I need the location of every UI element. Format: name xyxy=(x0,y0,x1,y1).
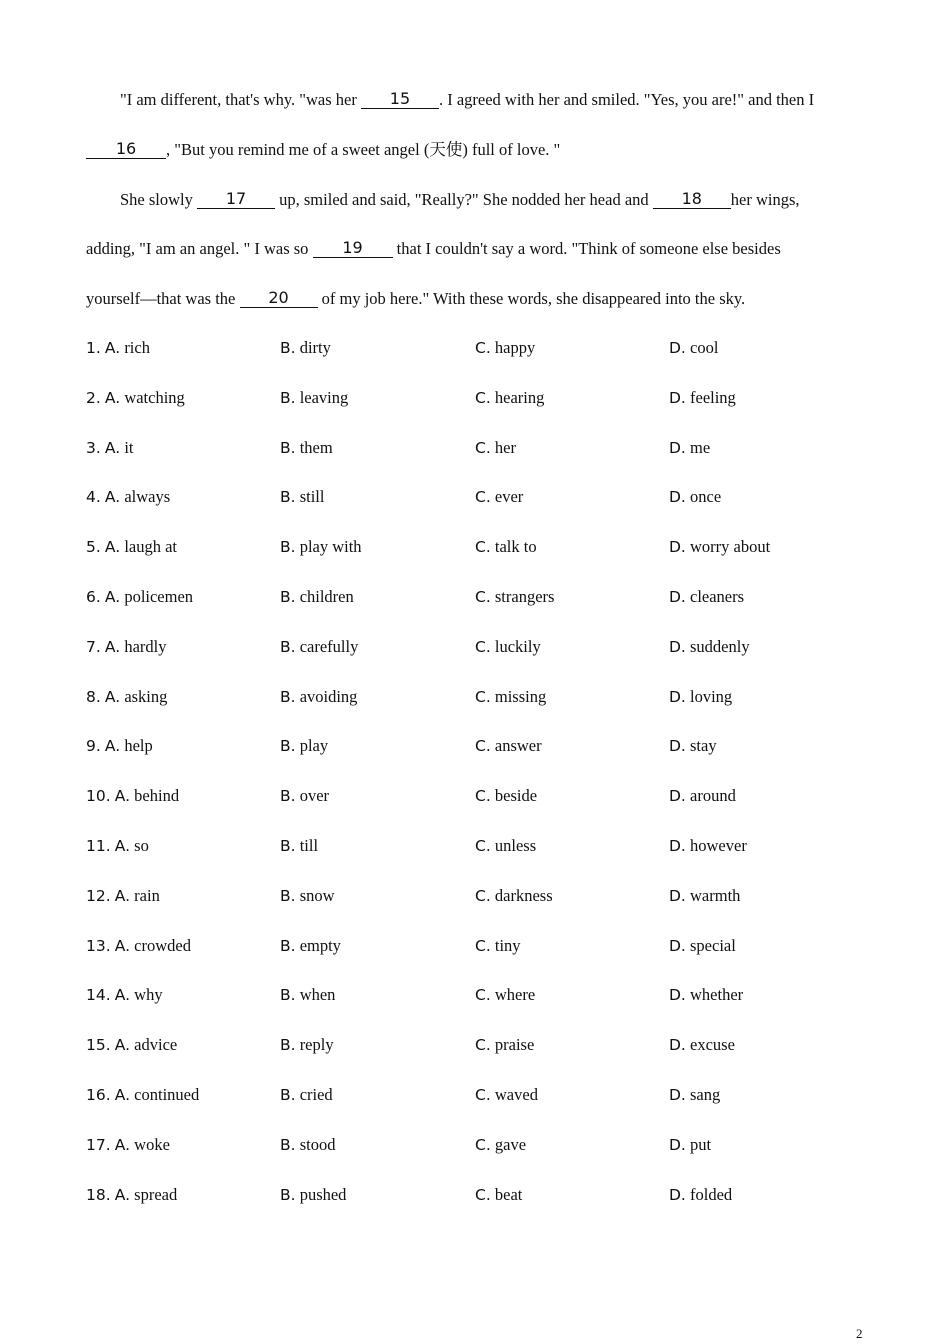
option-letter: C. xyxy=(475,687,491,706)
option-text: continued xyxy=(134,1084,200,1104)
question-row xyxy=(86,384,866,434)
option-letter: D. xyxy=(669,637,686,656)
option-letter: C. xyxy=(475,737,491,756)
passage-text: up, smiled and said, "Really?" She nodded her head and xyxy=(275,189,653,209)
question-row xyxy=(86,1081,866,1131)
option-a[interactable] xyxy=(86,483,170,511)
option-text: stood xyxy=(299,1134,336,1154)
option-a[interactable] xyxy=(86,832,149,860)
option-letter: A. xyxy=(114,1135,131,1154)
option-b[interactable] xyxy=(280,334,331,362)
option-text: darkness xyxy=(494,885,553,905)
option-letter: D. xyxy=(669,1085,686,1104)
option-d[interactable] xyxy=(669,384,736,412)
option-letter: B. xyxy=(280,836,296,855)
question-number: 15. xyxy=(86,1036,111,1055)
question-row xyxy=(86,882,866,932)
option-text: feeling xyxy=(690,387,736,407)
option-d[interactable] xyxy=(669,633,750,661)
option-a[interactable] xyxy=(86,434,133,462)
option-letter: C. xyxy=(475,388,491,407)
option-b[interactable] xyxy=(280,633,358,661)
option-d[interactable] xyxy=(669,533,770,561)
question-number: 11. xyxy=(86,836,111,855)
option-letter: B. xyxy=(280,438,296,457)
option-text: however xyxy=(690,835,747,855)
option-b[interactable] xyxy=(280,1081,333,1109)
option-b[interactable] xyxy=(280,683,357,711)
option-c[interactable] xyxy=(475,334,535,362)
option-letter: D. xyxy=(669,438,686,457)
question-row xyxy=(86,932,866,982)
question-row xyxy=(86,1131,866,1181)
option-a[interactable] xyxy=(86,882,160,910)
question-number: 2. xyxy=(86,388,101,407)
option-b[interactable] xyxy=(280,882,335,910)
option-text: warmth xyxy=(690,885,741,905)
passage-line-5 xyxy=(86,283,846,333)
question-row xyxy=(86,1181,866,1231)
option-a[interactable] xyxy=(86,1131,170,1159)
question-row xyxy=(86,732,866,782)
option-a[interactable] xyxy=(86,932,191,960)
option-a[interactable] xyxy=(86,533,177,561)
option-text: still xyxy=(299,487,325,507)
option-letter: D. xyxy=(669,936,686,955)
option-c[interactable] xyxy=(475,533,537,561)
passage-text: . I agreed with her and smiled. "Yes, you are!" and then I xyxy=(438,90,815,109)
option-letter: B. xyxy=(280,637,296,656)
option-b[interactable] xyxy=(280,434,333,462)
option-a[interactable] xyxy=(86,1081,199,1109)
option-text: tiny xyxy=(494,935,521,955)
question-row xyxy=(86,981,866,1031)
option-c[interactable] xyxy=(475,434,516,462)
question-number: 9. xyxy=(86,737,101,756)
option-letter: C. xyxy=(475,587,491,606)
option-letter: A. xyxy=(114,936,131,955)
page-number: 2 xyxy=(856,1326,863,1341)
option-b[interactable] xyxy=(280,533,362,561)
option-letter: C. xyxy=(475,1135,491,1154)
option-d[interactable] xyxy=(669,583,744,611)
question-number: 4. xyxy=(86,488,101,507)
option-text: ever xyxy=(494,487,524,507)
option-text: me xyxy=(690,437,711,457)
option-letter: A. xyxy=(104,687,121,706)
passage-text: , "But you remind me of a sweet angel (天使) full of love. " xyxy=(166,139,561,159)
option-d[interactable] xyxy=(669,334,718,362)
option-d[interactable] xyxy=(669,932,736,960)
passage-line-3 xyxy=(86,184,846,234)
option-letter: A. xyxy=(114,1185,131,1204)
question-number: 16. xyxy=(86,1085,111,1104)
passage-text: "I am different, that's why. "was her xyxy=(120,90,361,109)
question-row xyxy=(86,583,866,633)
option-letter: A. xyxy=(114,836,131,855)
option-letter: A. xyxy=(104,488,121,507)
option-letter: A. xyxy=(104,388,121,407)
option-letter: A. xyxy=(104,587,121,606)
option-text: woke xyxy=(134,1134,170,1154)
option-b[interactable] xyxy=(280,1031,334,1059)
option-text: carefully xyxy=(299,636,359,656)
option-letter: D. xyxy=(669,986,686,1005)
question-number: 10. xyxy=(86,787,111,806)
question-number: 14. xyxy=(86,986,111,1005)
question-number: 6. xyxy=(86,587,101,606)
option-c[interactable] xyxy=(475,832,536,860)
option-c[interactable] xyxy=(475,1181,522,1209)
option-d[interactable] xyxy=(669,1081,720,1109)
passage xyxy=(86,84,846,333)
option-text: watching xyxy=(124,387,185,407)
option-letter: B. xyxy=(280,1036,296,1055)
option-letter: C. xyxy=(475,637,491,656)
option-letter: C. xyxy=(475,787,491,806)
question-row xyxy=(86,334,866,384)
option-text: answer xyxy=(494,736,542,756)
option-text: hardly xyxy=(124,636,167,656)
question-number: 13. xyxy=(86,936,111,955)
option-letter: C. xyxy=(475,339,491,357)
option-letter: B. xyxy=(280,488,296,507)
option-text: loving xyxy=(690,686,733,706)
option-b[interactable] xyxy=(280,981,335,1009)
passage-line-4 xyxy=(86,233,846,283)
option-text: whether xyxy=(690,985,744,1005)
option-d[interactable] xyxy=(669,1131,711,1159)
option-letter: C. xyxy=(475,1085,491,1104)
option-text: stay xyxy=(690,736,717,756)
option-text: asking xyxy=(124,686,168,706)
option-letter: C. xyxy=(475,538,491,557)
option-letter: B. xyxy=(280,339,296,357)
option-a[interactable] xyxy=(86,981,163,1009)
blank-18: 18 xyxy=(653,190,731,209)
option-letter: C. xyxy=(475,986,491,1005)
option-text: waved xyxy=(494,1084,538,1104)
option-text: beside xyxy=(494,786,538,806)
option-b[interactable] xyxy=(280,1131,335,1159)
option-text: policemen xyxy=(124,586,194,606)
option-letter: D. xyxy=(669,1036,686,1055)
option-b[interactable] xyxy=(280,932,341,960)
option-letter: B. xyxy=(280,1085,296,1104)
option-text: put xyxy=(690,1134,712,1154)
option-text: play with xyxy=(299,537,362,557)
question-number: 8. xyxy=(86,687,101,706)
question-number: 12. xyxy=(86,886,111,905)
option-text: children xyxy=(299,586,354,606)
option-letter: D. xyxy=(669,836,686,855)
option-text: avoiding xyxy=(299,686,358,706)
option-d[interactable] xyxy=(669,683,732,711)
option-text: gave xyxy=(494,1134,527,1154)
option-b[interactable] xyxy=(280,1181,346,1209)
option-letter: C. xyxy=(475,886,491,905)
option-letter: A. xyxy=(104,438,121,457)
blank-19: 19 xyxy=(313,239,393,258)
option-text: crowded xyxy=(134,935,191,955)
option-b[interactable] xyxy=(280,732,328,760)
option-letter: B. xyxy=(280,687,296,706)
option-text: reply xyxy=(299,1035,334,1055)
option-d[interactable] xyxy=(669,483,721,511)
option-c[interactable] xyxy=(475,483,523,511)
option-letter: D. xyxy=(669,886,686,905)
option-b[interactable] xyxy=(280,782,329,810)
option-text: spread xyxy=(134,1184,178,1204)
option-c[interactable] xyxy=(475,384,544,412)
option-a[interactable] xyxy=(86,732,153,760)
option-letter: B. xyxy=(280,886,296,905)
question-row xyxy=(86,434,866,484)
option-d[interactable] xyxy=(669,832,747,860)
option-text: beat xyxy=(494,1184,523,1204)
option-letter: B. xyxy=(280,1135,296,1154)
option-letter: D. xyxy=(669,687,686,706)
blank-15: 15 xyxy=(361,90,439,109)
option-text: help xyxy=(124,736,153,756)
option-d[interactable] xyxy=(669,732,717,760)
option-d[interactable] xyxy=(669,1181,732,1209)
option-a[interactable] xyxy=(86,1181,177,1209)
option-text: rain xyxy=(134,885,160,905)
question-row xyxy=(86,533,866,583)
question-row xyxy=(86,483,866,533)
option-text: strangers xyxy=(494,586,555,606)
option-letter: B. xyxy=(280,936,296,955)
question-list xyxy=(86,334,866,1230)
option-letter: C. xyxy=(475,936,491,955)
option-b[interactable] xyxy=(280,583,354,611)
question-number: 3. xyxy=(86,438,101,457)
option-text: when xyxy=(299,985,336,1005)
option-letter: C. xyxy=(475,1185,491,1204)
option-letter: B. xyxy=(280,1185,296,1204)
blank-16: 16 xyxy=(86,140,166,159)
option-text: till xyxy=(299,835,319,855)
option-text: play xyxy=(299,736,329,756)
option-text: empty xyxy=(299,935,341,955)
option-d[interactable] xyxy=(669,981,743,1009)
option-letter: B. xyxy=(280,986,296,1005)
option-d[interactable] xyxy=(669,1031,735,1059)
option-letter: D. xyxy=(669,737,686,756)
option-text: cool xyxy=(690,338,719,357)
option-c[interactable] xyxy=(475,882,553,910)
option-d[interactable] xyxy=(669,434,710,462)
question-number: 17. xyxy=(86,1135,111,1154)
option-c[interactable] xyxy=(475,932,521,960)
option-letter: C. xyxy=(475,1036,491,1055)
passage-text: of my job here." With these words, she disappeared into the sky. xyxy=(317,289,746,309)
option-b[interactable] xyxy=(280,832,318,860)
question-row xyxy=(86,782,866,832)
option-text: advice xyxy=(134,1035,178,1055)
option-a[interactable] xyxy=(86,633,166,661)
option-text: why xyxy=(134,985,163,1005)
passage-text: that I couldn't say a word. "Think of someone else besides xyxy=(392,239,781,259)
option-text: talk to xyxy=(494,537,537,557)
option-letter: A. xyxy=(114,787,131,806)
option-text: pushed xyxy=(299,1184,347,1204)
option-text: them xyxy=(299,437,333,457)
option-text: hearing xyxy=(494,387,545,407)
option-text: suddenly xyxy=(690,636,750,656)
option-text: it xyxy=(124,437,134,457)
option-text: always xyxy=(124,487,171,507)
option-text: so xyxy=(134,835,149,855)
option-d[interactable] xyxy=(669,782,736,810)
option-letter: B. xyxy=(280,787,296,806)
question-number: 5. xyxy=(86,538,101,557)
option-letter: A. xyxy=(104,538,121,557)
option-text: luckily xyxy=(494,636,541,656)
option-text: worry about xyxy=(690,537,771,557)
option-letter: D. xyxy=(669,587,686,606)
passage-text: yourself—that was the xyxy=(86,289,240,309)
option-text: folded xyxy=(690,1184,733,1204)
option-letter: A. xyxy=(104,339,121,357)
option-text: special xyxy=(690,935,736,955)
option-text: around xyxy=(690,786,736,806)
passage-text: adding, "I am an angel. " I was so xyxy=(86,239,313,259)
option-letter: B. xyxy=(280,737,296,756)
passage-line-2 xyxy=(86,134,846,184)
option-text: dirty xyxy=(299,338,331,357)
option-c[interactable] xyxy=(475,1131,526,1159)
option-letter: A. xyxy=(114,1036,131,1055)
option-letter: D. xyxy=(669,339,686,357)
option-text: excuse xyxy=(690,1035,735,1055)
option-text: praise xyxy=(494,1035,535,1055)
question-number: 1. xyxy=(86,339,101,357)
option-letter: A. xyxy=(104,637,121,656)
option-letter: A. xyxy=(114,886,131,905)
option-text: cleaners xyxy=(690,586,745,606)
passage-text: She slowly xyxy=(120,189,198,209)
option-letter: D. xyxy=(669,488,686,507)
option-a[interactable] xyxy=(86,583,193,611)
passage-line-1 xyxy=(86,84,846,134)
option-text: laugh at xyxy=(124,537,178,557)
option-letter: C. xyxy=(475,836,491,855)
question-number: 18. xyxy=(86,1185,111,1204)
option-text: happy xyxy=(494,338,536,357)
option-letter: B. xyxy=(280,587,296,606)
option-letter: D. xyxy=(669,538,686,557)
option-c[interactable] xyxy=(475,782,537,810)
option-text: missing xyxy=(494,686,547,706)
option-text: snow xyxy=(299,885,335,905)
option-c[interactable] xyxy=(475,583,554,611)
option-a[interactable] xyxy=(86,384,185,412)
option-d[interactable] xyxy=(669,882,740,910)
question-row xyxy=(86,683,866,733)
option-text: behind xyxy=(134,786,180,806)
option-letter: D. xyxy=(669,1185,686,1204)
option-text: once xyxy=(690,487,722,507)
question-row xyxy=(86,1031,866,1081)
option-b[interactable] xyxy=(280,384,348,412)
option-c[interactable] xyxy=(475,732,542,760)
option-c[interactable] xyxy=(475,981,535,1009)
option-text: rich xyxy=(124,338,150,357)
option-letter: B. xyxy=(280,388,296,407)
option-letter: A. xyxy=(114,986,131,1005)
option-letter: A. xyxy=(114,1085,131,1104)
option-text: cried xyxy=(299,1084,333,1104)
option-a[interactable] xyxy=(86,1031,177,1059)
option-letter: C. xyxy=(475,488,491,507)
blank-17: 17 xyxy=(197,190,275,209)
option-letter: C. xyxy=(475,438,491,457)
option-text: unless xyxy=(494,835,537,855)
option-text: where xyxy=(494,985,536,1005)
question-row xyxy=(86,633,866,683)
option-c[interactable] xyxy=(475,633,541,661)
option-letter: B. xyxy=(280,538,296,557)
option-letter: D. xyxy=(669,1135,686,1154)
option-a[interactable] xyxy=(86,683,167,711)
question-row xyxy=(86,832,866,882)
option-a[interactable] xyxy=(86,782,179,810)
option-text: sang xyxy=(690,1084,721,1104)
blank-20: 20 xyxy=(240,289,318,308)
option-c[interactable] xyxy=(475,683,546,711)
option-b[interactable] xyxy=(280,483,324,511)
option-c[interactable] xyxy=(475,1031,534,1059)
option-letter: A. xyxy=(104,737,121,756)
option-text: her xyxy=(494,437,516,457)
option-text: over xyxy=(299,786,330,806)
option-text: leaving xyxy=(299,387,349,407)
question-number: 7. xyxy=(86,637,101,656)
passage-text: her wings, xyxy=(730,189,800,209)
option-a[interactable] xyxy=(86,334,150,362)
option-letter: D. xyxy=(669,787,686,806)
option-c[interactable] xyxy=(475,1081,538,1109)
option-letter: D. xyxy=(669,388,686,407)
